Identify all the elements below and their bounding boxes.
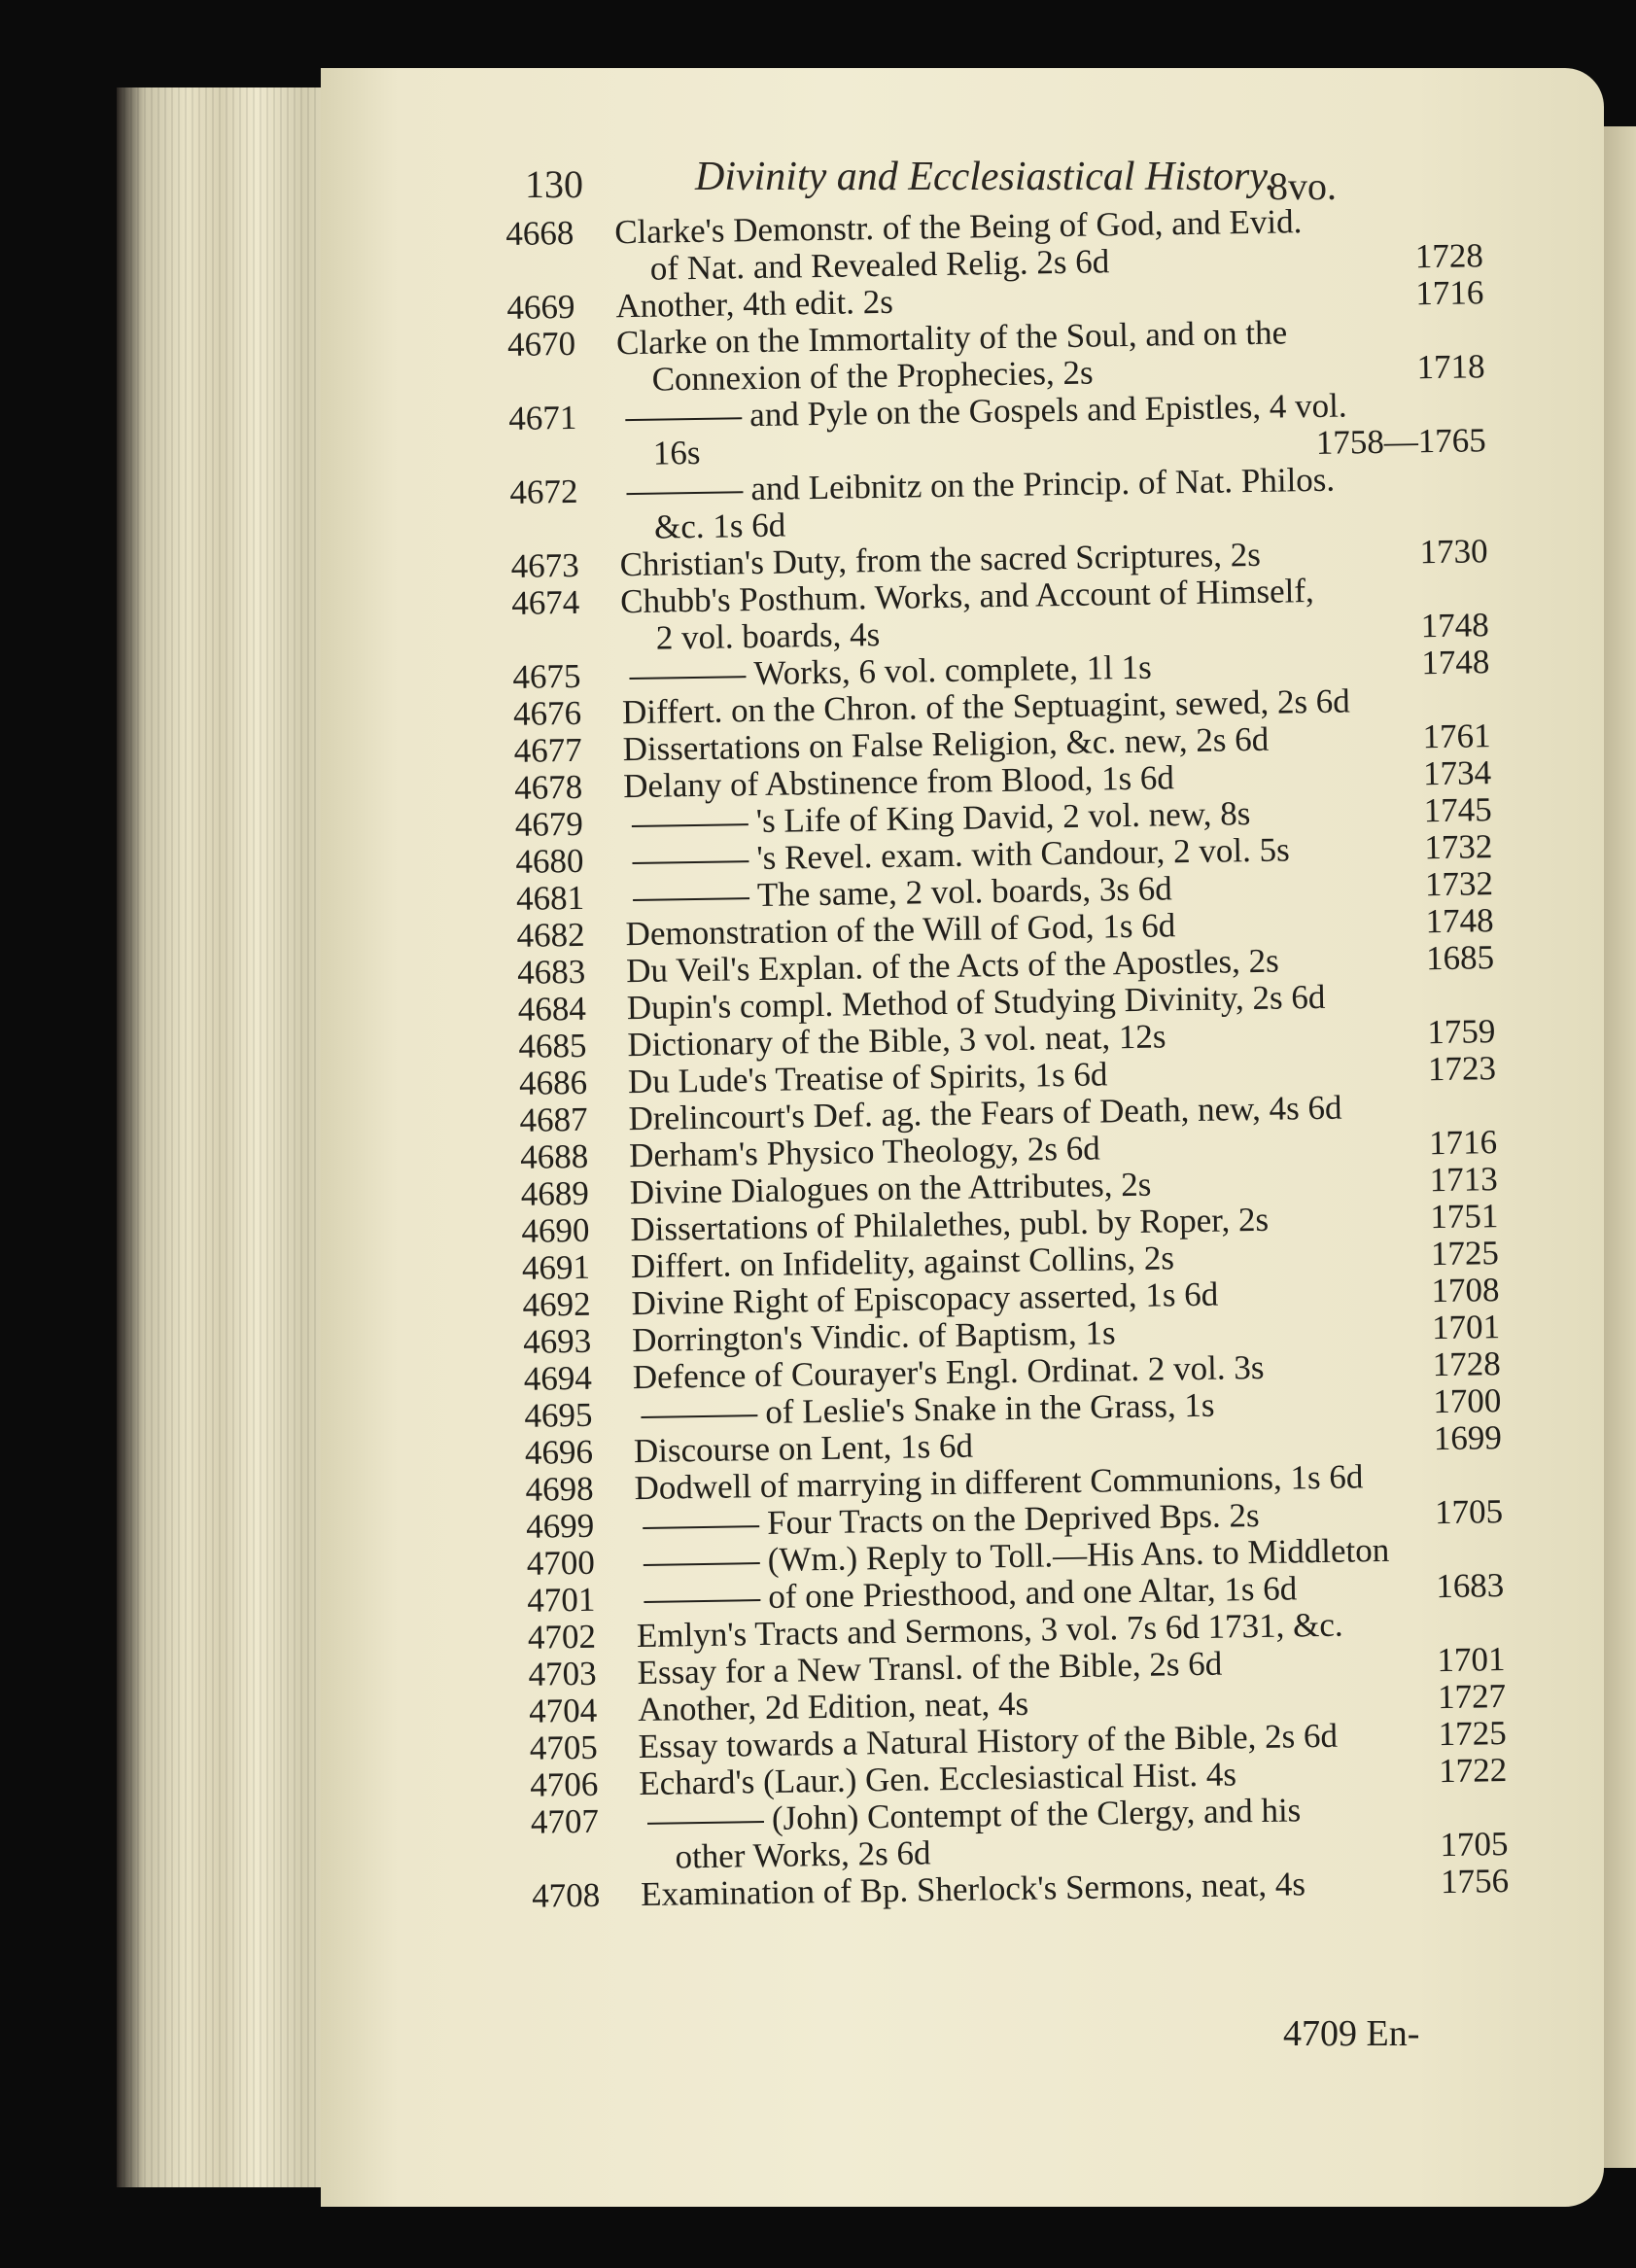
lot-number: 4670 [506,324,576,364]
lot-number: 4699 [525,1506,595,1546]
publication-year: 1761 [1422,716,1491,756]
catchword: 4709 En- [1283,2013,1420,2054]
entry-text: Differt. on Infidelity, against Collins, 2s [630,1239,1175,1286]
entry-body [618,459,1487,546]
ditto-rule [644,1599,760,1603]
publication-year: 1725 [1430,1234,1500,1274]
entry-text: Dissertations of Philalethes, publ. by Roper, 2s [630,1200,1270,1249]
entry-text: Derham's Physico Theology, 2s 6d [628,1129,1101,1175]
entry-text: of Nat. and Revealed Relig. 2s 6d [649,242,1110,288]
lot-number: 4681 [515,878,585,918]
ditto-rule [647,1821,764,1825]
entry-text: of Leslie's Snake in the Grass, 1s [765,1385,1215,1431]
publication-year: 1713 [1429,1160,1498,1200]
lot-number: 4679 [514,804,584,844]
ditto-rule [629,676,746,680]
entry-text: 16s [652,433,701,472]
publication-year: 1683 [1435,1566,1505,1606]
lot-number: 4674 [510,582,580,622]
lot-number: 4680 [515,841,584,881]
lot-number: 4693 [522,1321,592,1361]
publication-year: 1701 [1437,1640,1506,1680]
publication-year: 1700 [1432,1381,1502,1421]
publication-year: 1716 [1428,1123,1498,1163]
entry-text: Differt. on the Chron. of the Septuagint, sewed, 2s 6d [621,681,1351,732]
entry-text: 's Life of King David, 2 vol. new, 8s [755,794,1251,841]
ditto-rule [644,1562,760,1566]
entry-text: Emlyn's Tracts and Sermons, 3 vol. 7s 6d 1731, &c. [636,1605,1343,1656]
entry-text: 2 vol. boards, 4s [655,615,881,657]
ditto-rule [626,491,743,495]
entry-text: The same, 2 vol. boards, 3s 6d [756,869,1172,915]
entry-text: Defence of Courayer's Engl. Ordinat. 2 vol. 3s [632,1347,1265,1397]
lot-number: 4685 [518,1026,587,1065]
lot-number: 4691 [521,1247,591,1287]
lot-number: 4672 [509,471,578,511]
entry-text: Essay towards a Natural History of the Bible, 2s 6d [638,1716,1339,1766]
lot-number: 4676 [512,693,582,733]
lot-number: 4673 [510,545,579,585]
lot-number: 4675 [512,656,581,696]
lot-number: 4687 [519,1099,588,1139]
entry-text: and Pyle on the Gospels and Epistles, 4 vol. [748,386,1347,435]
publication-year: 1725 [1438,1714,1507,1754]
lot-number: 4683 [516,952,586,992]
entry-text: and Leibnitz on the Princip. of Nat. Philos. [750,460,1336,508]
entry-body [614,200,1483,288]
publication-year: 1756 [1440,1862,1510,1902]
entry-text: Drelincourt's Def. ag. the Fears of Death, new, 4s 6d [628,1088,1342,1138]
ditto-rule [625,417,742,421]
lot-number: 4668 [505,213,574,253]
entry-text: Chubb's Posthum. Works, and Account of Himself, [619,571,1314,621]
book-page-edges [117,87,350,2187]
publication-year: 1748 [1420,606,1490,646]
entry-text: Connexion of the Prophecies, 2s [651,353,1094,399]
lot-number: 4696 [524,1432,594,1472]
entry-text: Divine Dialogues on the Attributes, 2s [629,1165,1152,1212]
lot-number: 4669 [506,287,575,327]
entry-text: Dodwell of marrying in different Communions, 1s 6d [634,1457,1364,1508]
entry-text: Divine Right of Episcopacy asserted, 1s 6d [631,1274,1219,1323]
entry-text: Dictionary of the Bible, 3 vol. neat, 12s [627,1017,1166,1064]
lot-number: 4686 [518,1063,588,1102]
entry-body [617,385,1486,472]
publication-year: 1732 [1424,827,1493,867]
lot-number: 4704 [528,1691,598,1730]
entry-body [640,1789,1509,1876]
page-number: 130 [525,162,583,206]
lot-number: 4706 [530,1764,599,1804]
publication-year: 1728 [1414,236,1484,276]
entry-text: Another, 4th edit. 2s [615,282,894,326]
lot-number: 4682 [516,915,585,955]
running-title: Divinity and Ecclesiastical History. [695,155,1276,199]
publication-year: 1685 [1425,938,1495,978]
entry-text: (John) Contempt of the Clergy, and his [771,1791,1302,1837]
lot-number: 4694 [523,1358,593,1398]
publication-year: 1722 [1438,1751,1508,1791]
entry-text: Clarke on the Immortality of the Soul, and on the [615,313,1288,363]
lot-number: 4702 [527,1617,597,1657]
ditto-rule [633,897,749,901]
publication-year: 1759 [1427,1012,1496,1052]
entry-text: of one Priesthood, and one Altar, 1s 6d [768,1569,1298,1616]
lot-number: 4701 [527,1580,596,1620]
lot-number: 4707 [530,1801,600,1841]
entry-text: Demonstration of the Will of God, 1s 6d [625,906,1176,954]
publication-year: 1745 [1423,790,1493,830]
entry-text: Another, 2d Edition, neat, 4s [637,1684,1029,1729]
entry-text: Discourse on Lent, 1s 6d [633,1426,974,1471]
entry-text: Works, 6 vol. complete, 1l 1s [753,647,1153,693]
publication-year: 1748 [1421,643,1490,682]
publication-year: 1748 [1425,901,1494,941]
lot-number: 4692 [522,1284,591,1324]
publication-year: 1699 [1433,1418,1503,1458]
entry-text: (Wm.) Reply to Toll.—His Ans. to Middleton [767,1530,1390,1579]
entry-body [616,311,1485,399]
entry-text: Dorrington's Vindic. of Baptism, 1s [631,1313,1116,1360]
book-format: 8vo. [1269,164,1337,208]
entry-text: Echard's (Laur.) Gen. Ecclesiastical Hist. 4s [639,1755,1237,1803]
ditto-rule [641,1414,757,1418]
entry-text: Christian's Duty, from the sacred Scriptures, 2s [619,535,1262,584]
publication-year: 1728 [1432,1344,1501,1384]
lot-number: 4708 [531,1875,601,1915]
publication-year: 1705 [1434,1492,1504,1532]
lot-number: 4689 [520,1173,590,1213]
lot-number: 4688 [519,1136,589,1176]
entry-text: other Works, 2s 6d [675,1833,931,1876]
entry-text: Clarke's Demonstr. of the Being of God, and Evid. [613,202,1303,252]
lot-number: 4695 [524,1395,593,1435]
publication-year: 1705 [1440,1825,1509,1865]
publication-year: 1758—1765 [1315,421,1487,462]
entry-text: Du Lude's Treatise of Spirits, 1s 6d [627,1055,1108,1101]
entry-text: Delany of Abstinence from Blood, 1s 6d [622,758,1175,806]
lot-number: 4698 [525,1469,594,1509]
lot-number: 4705 [529,1727,599,1767]
entry-text: Examination of Bp. Sherlock's Sermons, neat, 4s [640,1865,1306,1914]
entry-text: Dupin's compl. Method of Studying Divinity, 2s 6d [626,977,1326,1028]
entry-text: &c. 1s 6d [653,506,786,546]
entry-text: Essay for a New Transl. of the Bible, 2s 6d [637,1644,1223,1692]
publication-year: 1708 [1431,1271,1500,1310]
ditto-rule [632,823,748,827]
publication-year: 1723 [1427,1049,1497,1089]
publication-year: 1716 [1415,273,1484,313]
ditto-rule [632,860,748,864]
lot-number: 4690 [521,1210,590,1250]
lot-number: 4678 [513,767,583,807]
entry-text: Four Tracts on the Deprived Bps. 2s [766,1495,1260,1542]
entry-text: Dissertations on False Religion, &c. new, 2s 6d [622,719,1270,769]
entry-text: 's Revel. exam. with Candour, 2 vol. 5s [756,830,1290,878]
entry-text: Du Veil's Explan. of the Acts of the Apostles, 2s [625,941,1280,991]
entry-body [620,570,1489,657]
lot-number: 4671 [507,398,577,437]
publication-year: 1730 [1419,532,1488,572]
publication-year: 1751 [1429,1197,1499,1237]
publication-year: 1732 [1424,864,1494,904]
publication-year: 1727 [1437,1677,1507,1717]
publication-year: 1734 [1422,753,1492,793]
lot-number: 4700 [526,1543,596,1583]
publication-year: 1701 [1431,1308,1501,1347]
lot-number: 4684 [517,989,587,1029]
catalogue-entries [505,200,1509,1915]
lot-number: 4703 [528,1654,597,1693]
publication-year: 1718 [1416,347,1485,387]
ditto-rule [643,1525,759,1529]
lot-number: 4677 [513,730,582,770]
